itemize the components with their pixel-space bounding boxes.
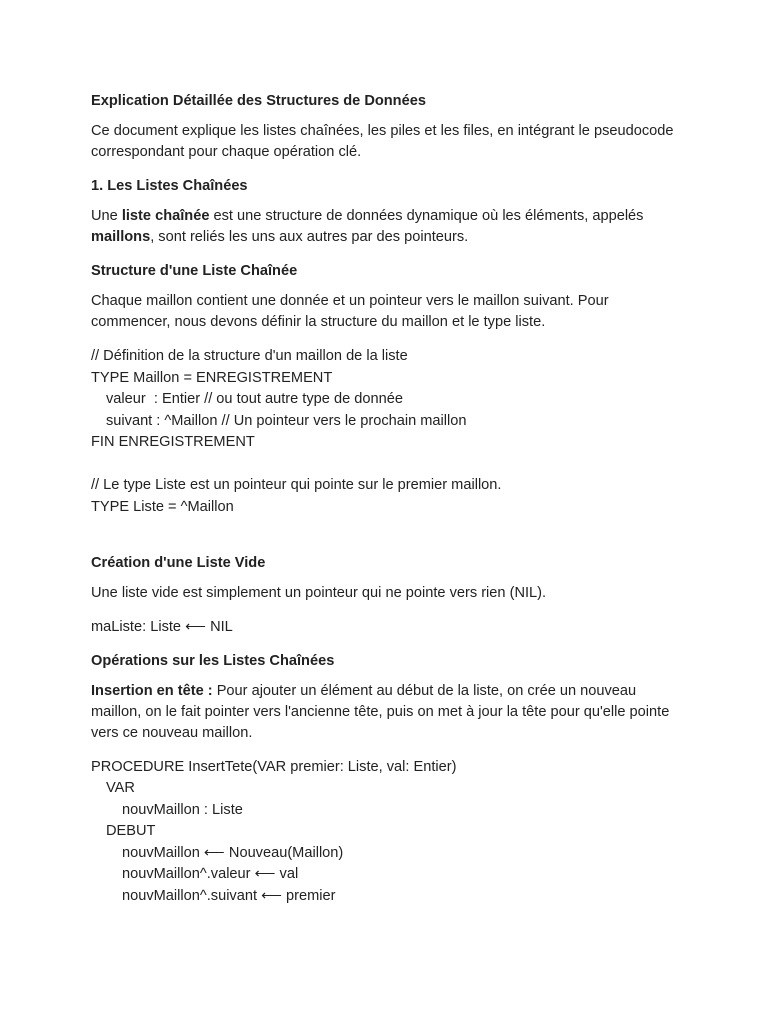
- text-run: Pour ajouter un élément au début de la liste, on crée un nouveau maillon, on le fait pointer vers l'ancienne tête, puis on met à jour la tête pour qu'elle pointe vers ce nouveau maillon.: [91, 682, 670, 741]
- blank-line: [91, 454, 678, 476]
- text-run: , sont reliés les uns aux autres par des pointeurs.: [150, 229, 469, 245]
- code-line: TYPE Maillon = ENREGISTREMENT: [91, 369, 333, 386]
- code-line: nouvMaillon : Liste: [122, 801, 243, 818]
- insert-head-description: [91, 681, 678, 744]
- code-line: FIN ENREGISTREMENT: [91, 434, 255, 450]
- bold-term-nodes: maillons: [91, 229, 151, 245]
- code-line: // Le type Liste est un pointeur qui pointe sur le premier maillon.: [91, 477, 502, 493]
- pseudocode-structure: [91, 346, 678, 540]
- code-line: nouvMaillon^.suivant ⟵ premier: [122, 887, 336, 904]
- document-intro: Ce document explique les listes chaînées, les piles et les files, en intégrant le pseudocode correspondant pour chaque opération clé.: [91, 123, 674, 160]
- subheading-empty-list: Création d'une Liste Vide: [91, 554, 266, 571]
- code-line: nouvMaillon ⟵ Nouveau(Maillon): [122, 844, 344, 861]
- code-line: nouvMaillon^.valeur ⟵ val: [122, 866, 299, 882]
- section-heading-linked-lists: 1. Les Listes Chaînées: [91, 178, 248, 194]
- code-line: PROCEDURE InsertTete(VAR premier: Liste, val: Entier): [91, 758, 457, 775]
- code-line: TYPE Liste = ^Maillon: [91, 498, 234, 515]
- pseudocode-insert-head: [91, 757, 678, 908]
- code-line: VAR: [106, 780, 135, 796]
- code-line: DEBUT: [106, 823, 156, 839]
- text-run: est une structure de données dynamique où les éléments, appelés: [209, 208, 644, 224]
- code-line: // Définition de la structure d'un maillon de la liste: [91, 348, 408, 364]
- code-line: valeur : Entier // ou tout autre type de donnée: [106, 391, 403, 407]
- structure-description: Chaque maillon contient une donnée et un pointeur vers le maillon suivant. Pour commencer, nous devons définir la structure du maillon et le type liste.: [91, 293, 609, 330]
- empty-list-description: Une liste vide est simplement un pointeur qui ne pointe vers rien (NIL).: [91, 584, 547, 601]
- bold-term-linked-list: liste chaînée: [121, 208, 210, 224]
- empty-list-code: maListe: Liste ⟵ NIL: [91, 618, 233, 635]
- subheading-structure: Structure d'une Liste Chaînée: [91, 263, 298, 279]
- subheading-operations: Opérations sur les Listes Chaînées: [91, 652, 335, 669]
- document-title: Explication Détaillée des Structures de Données: [91, 93, 426, 109]
- text-run: Une: [91, 208, 122, 224]
- linked-list-definition: [91, 206, 678, 248]
- code-line: suivant : ^Maillon // Un pointeur vers le prochain maillon: [106, 412, 467, 429]
- blank-line: [91, 518, 678, 540]
- bold-label-insert-head: Insertion en tête :: [91, 682, 213, 699]
